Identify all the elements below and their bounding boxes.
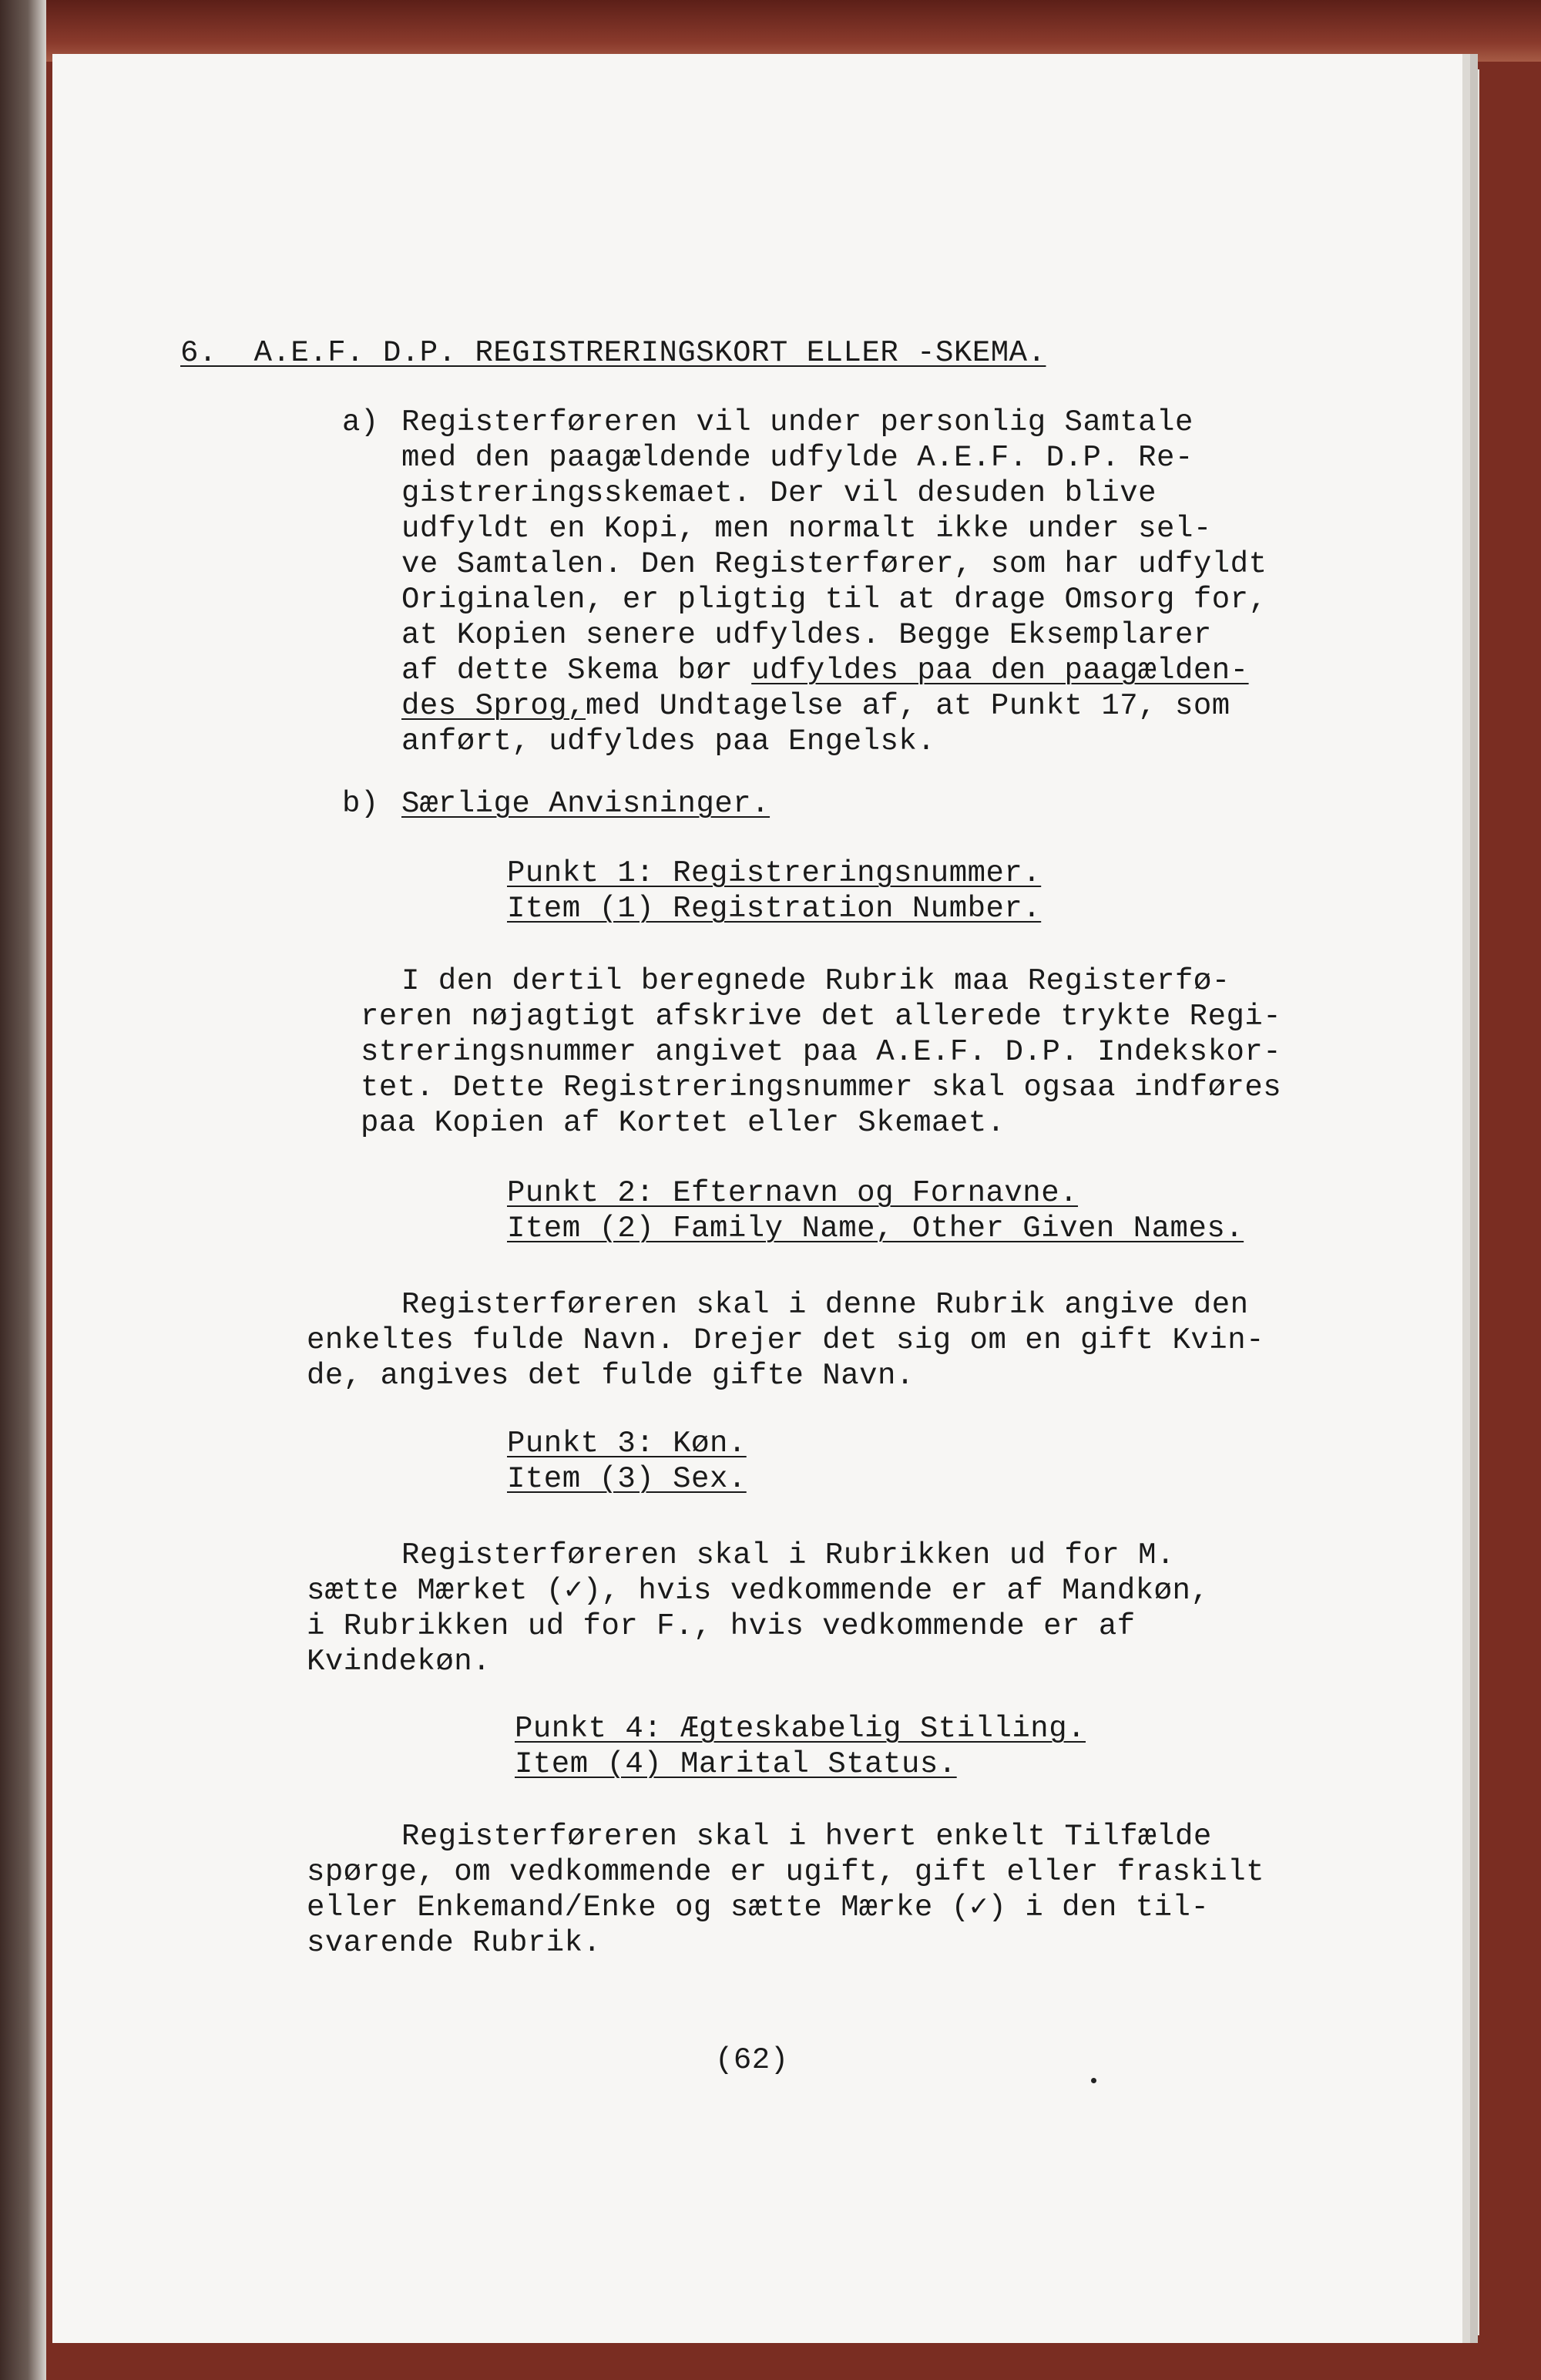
item-4-body-line: spørge, om vedkommende er ugift, gift eller fraskilt <box>307 1855 1264 1889</box>
item-1-body-line: I den dertil beregnede Rubrik maa Registerfø- <box>401 964 1230 998</box>
item-4-body-line: eller Enkemand/Enke og sætte Mærke (✓) i den til- <box>307 1891 1210 1925</box>
item-2-body-line: Registerføreren skal i denne Rubrik angive den <box>401 1288 1249 1322</box>
paragraph-a-line: at Kopien senere udfyldes. Begge Eksemplarer <box>401 618 1212 652</box>
item-3-body-line: sætte Mærket (✓), hvis vedkommende er af Mandkøn, <box>307 1574 1210 1608</box>
item-3-body-line: i Rubrikken ud for F., hvis vedkommende er af <box>307 1609 1136 1643</box>
section-heading: 6. A.E.F. D.P. REGISTRERINGSKORT ELLER -SKEMA. <box>180 336 1046 370</box>
item-3-punkt: Punkt 3: Køn. <box>507 1427 747 1461</box>
item-2-punkt: Punkt 2: Efternavn og Fornavne. <box>507 1176 1079 1210</box>
item-4-body-line: svarende Rubrik. <box>307 1926 602 1960</box>
item-1-body-line: reren nøjagtigt afskrive det allerede trykte Regi- <box>361 1000 1282 1034</box>
paragraph-a-line: ve Samtalen. Den Registerfører, som har udfyldt <box>401 547 1267 581</box>
item-2-title: Item (2) Family Name, Other Given Names. <box>507 1212 1244 1245</box>
paragraph-a-line: med den paagældende udfylde A.E.F. D.P. Re- <box>401 441 1194 475</box>
item-3-body-line: Registerføreren skal i Rubrikken ud for M. <box>401 1538 1175 1572</box>
item-2-body-line: de, angives det fulde gifte Navn. <box>307 1359 915 1393</box>
paragraph-b-title: Særlige Anvisninger. <box>401 787 770 821</box>
paragraph-a-marker: a) <box>342 405 379 439</box>
item-1-body-line: paa Kopien af Kortet eller Skemaet. <box>361 1106 1006 1140</box>
item-1-title: Item (1) Registration Number. <box>507 892 1042 926</box>
paragraph-a-line: af dette Skema bør udfyldes paa den paagælden- <box>401 654 1249 687</box>
item-4-body-line: Registerføreren skal i hvert enkelt Tilfælde <box>401 1820 1212 1854</box>
paragraph-a-line: udfyldt en Kopi, men normalt ikke under sel- <box>401 512 1212 546</box>
document-page <box>52 54 1462 2343</box>
book-binding <box>0 0 1541 62</box>
item-4-punkt: Punkt 4: Ægteskabelig Stilling. <box>515 1712 1086 1746</box>
book-spine <box>0 0 46 2380</box>
ink-dot <box>1091 2078 1096 2083</box>
page-number: (62) <box>715 2043 789 2077</box>
item-3-body-line: Kvindekøn. <box>307 1645 492 1679</box>
paragraph-a-line: Originalen, er pligtig til at drage Omsorg for, <box>401 583 1267 617</box>
item-3-title: Item (3) Sex. <box>507 1462 747 1496</box>
item-1-body-line: streringsnummer angivet paa A.E.F. D.P. Indekskor- <box>361 1035 1282 1069</box>
paragraph-a-line: anført, udfyldes paa Engelsk. <box>401 724 936 758</box>
paragraph-b-marker: b) <box>342 787 379 821</box>
item-1-body-line: tet. Dette Registreringsnummer skal ogsaa indføres <box>361 1071 1282 1104</box>
item-4-title: Item (4) Marital Status. <box>515 1747 957 1781</box>
paragraph-a-line: des Sprog,med Undtagelse af, at Punkt 17, som <box>401 689 1230 723</box>
paragraph-a-line: gistreringsskemaet. Der vil desuden blive <box>401 476 1157 510</box>
item-2-body-line: enkeltes fulde Navn. Drejer det sig om en gift Kvin- <box>307 1323 1264 1357</box>
item-1-punkt: Punkt 1: Registreringsnummer. <box>507 856 1042 890</box>
paragraph-a-line: Registerføreren vil under personlig Samtale <box>401 405 1194 439</box>
